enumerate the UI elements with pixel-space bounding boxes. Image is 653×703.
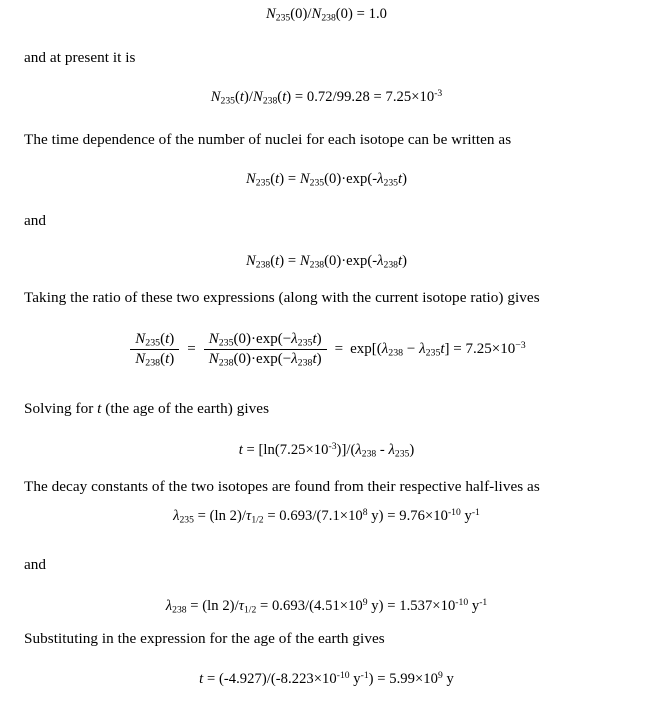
subscript-238: 238 [145, 357, 161, 369]
symbol-lambda: λ [355, 442, 362, 458]
symbol-lambda: λ [381, 340, 389, 357]
symbol-lambda: λ [173, 508, 180, 524]
paragraph-taking-ratio: Taking the ratio of these two expressions (along with the current isotope ratio) gives [24, 289, 540, 306]
text-segment: (0) [233, 351, 252, 368]
symbol-N: N [299, 171, 310, 187]
text-segment: (the age of the earth) gives [101, 400, 270, 417]
text-segment: y) = 1.537×10 [367, 598, 456, 614]
subscript-half-life: 1/2 [251, 514, 264, 526]
symbol-tau: τ [246, 508, 252, 524]
paren-open: ( [270, 171, 276, 187]
superscript-exponent: -1 [360, 670, 369, 682]
paragraph-solving-for-t [24, 401, 269, 416]
text-segment: ) = 0.72/99.28 = 7.25×10 [286, 89, 435, 105]
symbol-N: N [208, 351, 219, 368]
symbol-t: t [397, 171, 403, 187]
symbol-lambda: λ [291, 331, 298, 347]
equation-lambda-238 [0, 599, 653, 614]
paragraph-time-dependence: The time dependence of the number of nuclei for each isotope can be written as [24, 131, 512, 148]
superscript-exponent: 9 [362, 597, 368, 609]
text-segment: = 0.693/(7.1×10 [263, 508, 363, 524]
subscript-235: 235 [297, 337, 313, 349]
subscript-238: 238 [383, 259, 398, 271]
bracket-close: ] [444, 340, 450, 357]
paragraph-and-at-present: and at present it is [24, 49, 136, 66]
paren-open: ( [234, 89, 240, 105]
symbol-N: N [299, 253, 310, 269]
text-segment: )/ [244, 89, 254, 105]
paren-open: ( [160, 331, 166, 347]
superscript-exponent: -1 [471, 507, 480, 519]
equation-lambda-235 [0, 509, 653, 524]
subscript-238: 238 [309, 259, 325, 271]
subscript-235: 235 [220, 95, 235, 107]
equation-n235-decay [0, 172, 653, 187]
text-segment: = [ln(7.25×10 [242, 442, 329, 458]
middle-dot: · [341, 171, 347, 187]
text-segment: = (-4.927)/(-8.223×10 [203, 671, 337, 687]
unit-years: y [460, 508, 472, 524]
text-segment: Solving for [24, 400, 98, 417]
symbol-t: t [165, 331, 170, 347]
subscript-235: 235 [179, 514, 194, 526]
symbol-t: t [440, 340, 445, 357]
symbol-t: t [239, 89, 245, 105]
text-segment: = (ln 2)/ [193, 508, 247, 524]
equation-final-answer [0, 672, 653, 687]
symbol-N: N [245, 171, 256, 187]
text-segment: exp(− [256, 331, 292, 347]
symbol-tau: τ [238, 598, 244, 614]
fraction-denominator [130, 350, 179, 369]
middle-dot: · [251, 351, 257, 368]
subscript-235: 235 [218, 337, 234, 349]
paren-open: ( [160, 351, 166, 368]
subscript-238: 238 [172, 604, 187, 616]
paragraph-and-2: and [24, 556, 47, 573]
text-segment: exp[( [350, 340, 382, 357]
subscript-235: 235 [394, 448, 410, 460]
symbol-t: t [275, 171, 280, 187]
superscript-exponent: 9 [437, 670, 443, 682]
text-segment: exp(− [256, 351, 292, 368]
subscript-235: 235 [425, 347, 441, 359]
subscript-238: 238 [388, 347, 404, 359]
text-segment: ) = 5.99×10 [368, 671, 438, 687]
superscript-exponent: −3 [515, 340, 526, 351]
superscript-exponent: -3 [328, 441, 337, 453]
superscript-exponent: -1 [479, 597, 488, 609]
text-segment: )]/( [336, 442, 356, 458]
superscript-exponent: -10 [336, 670, 350, 682]
text-segment: (0) [233, 331, 252, 347]
text-segment: (0) [324, 171, 342, 187]
subscript-235: 235 [255, 177, 271, 189]
subscript-238: 238 [297, 357, 313, 369]
fraction-numerator [130, 330, 179, 349]
text-segment: ) = [279, 171, 300, 187]
text-segment: exp(- [346, 253, 378, 269]
equation-present-ratio [0, 90, 653, 105]
paren-open: ( [270, 253, 276, 269]
subscript-238: 238 [255, 259, 271, 271]
text-segment: (0) = 1.0 [335, 6, 387, 22]
symbol-N: N [311, 6, 322, 22]
symbol-N: N [245, 253, 256, 269]
text-segment: = 7.25×10 [449, 340, 516, 357]
paren-close: ) [402, 253, 408, 269]
symbol-t: t [238, 442, 243, 458]
symbol-lambda: λ [388, 442, 395, 458]
fraction-numerator [204, 330, 327, 349]
paragraph-substituting: Substituting in the expression for the age of the earth gives [24, 630, 385, 647]
equals-sign-2: = [334, 340, 344, 357]
text-segment: (0)/ [290, 6, 312, 22]
unit-years: y [468, 598, 480, 614]
paragraph-and-1: and [24, 212, 47, 229]
middle-dot: · [251, 331, 257, 347]
symbol-lambda: λ [291, 351, 298, 368]
minus-sign: - [376, 442, 389, 458]
fraction-exponential-ratio [204, 330, 327, 369]
subscript-235: 235 [383, 177, 398, 189]
text-segment: (0) [324, 253, 342, 269]
paren-close: ) [316, 351, 322, 368]
minus-sign: − [403, 340, 420, 357]
paren-close: ) [316, 331, 322, 347]
expression-exp-lambda-difference [348, 341, 526, 358]
symbol-lambda: λ [165, 598, 173, 614]
symbol-N: N [266, 6, 276, 22]
middle-dot: · [341, 253, 347, 269]
equation-big-fraction [0, 330, 653, 369]
paren-close: ) [169, 351, 175, 368]
symbol-t: t [97, 400, 102, 417]
symbol-t: t [165, 351, 170, 368]
subscript-half-life: 1/2 [243, 604, 257, 616]
subscript-235: 235 [145, 337, 161, 349]
subscript-235: 235 [275, 12, 291, 24]
paren-close: ) [169, 331, 175, 347]
text-segment: y) = 9.76×10 [367, 508, 448, 524]
superscript-exponent: 8 [362, 507, 368, 519]
subscript-238: 238 [218, 357, 234, 369]
superscript-exponent: -10 [447, 507, 461, 519]
paren-close: ) [409, 442, 415, 458]
paragraph-decay-constants: The decay constants of the two isotopes are found from their respective half-lives as [24, 478, 540, 495]
symbol-lambda: λ [377, 253, 384, 269]
fraction-ratio-nuclei [130, 330, 179, 369]
symbol-lambda: λ [419, 340, 426, 357]
unit-years: y [349, 671, 361, 687]
symbol-t: t [312, 331, 317, 347]
subscript-235: 235 [309, 177, 325, 189]
symbol-t: t [199, 671, 204, 687]
subscript-238: 238 [262, 95, 278, 107]
text-segment: exp(- [346, 171, 378, 187]
paren-open: ( [277, 89, 283, 105]
superscript-exponent: -10 [455, 597, 469, 609]
unit-years: y [442, 671, 454, 687]
symbol-N: N [135, 351, 146, 368]
equation-t-expression [0, 443, 653, 458]
paren-close: ) [402, 171, 408, 187]
symbol-N: N [210, 89, 221, 105]
superscript-exponent: -3 [434, 88, 443, 100]
symbol-t: t [282, 89, 287, 105]
symbol-N: N [253, 89, 263, 105]
equation-n238-decay [0, 254, 653, 269]
text-segment: = 0.693/(4.51×10 [256, 598, 363, 614]
equals-sign-1: = [187, 340, 196, 357]
fraction-denominator [204, 350, 327, 369]
equation-initial-ratio [0, 7, 653, 22]
subscript-238: 238 [361, 448, 377, 460]
text-segment: = (ln 2)/ [186, 598, 239, 614]
symbol-t: t [397, 253, 403, 269]
symbol-t: t [312, 351, 317, 368]
text-segment: ) = [279, 253, 300, 269]
symbol-N: N [135, 331, 146, 347]
symbol-t: t [275, 253, 280, 269]
subscript-238: 238 [321, 12, 336, 24]
symbol-lambda: λ [377, 171, 384, 187]
symbol-N: N [208, 331, 219, 347]
